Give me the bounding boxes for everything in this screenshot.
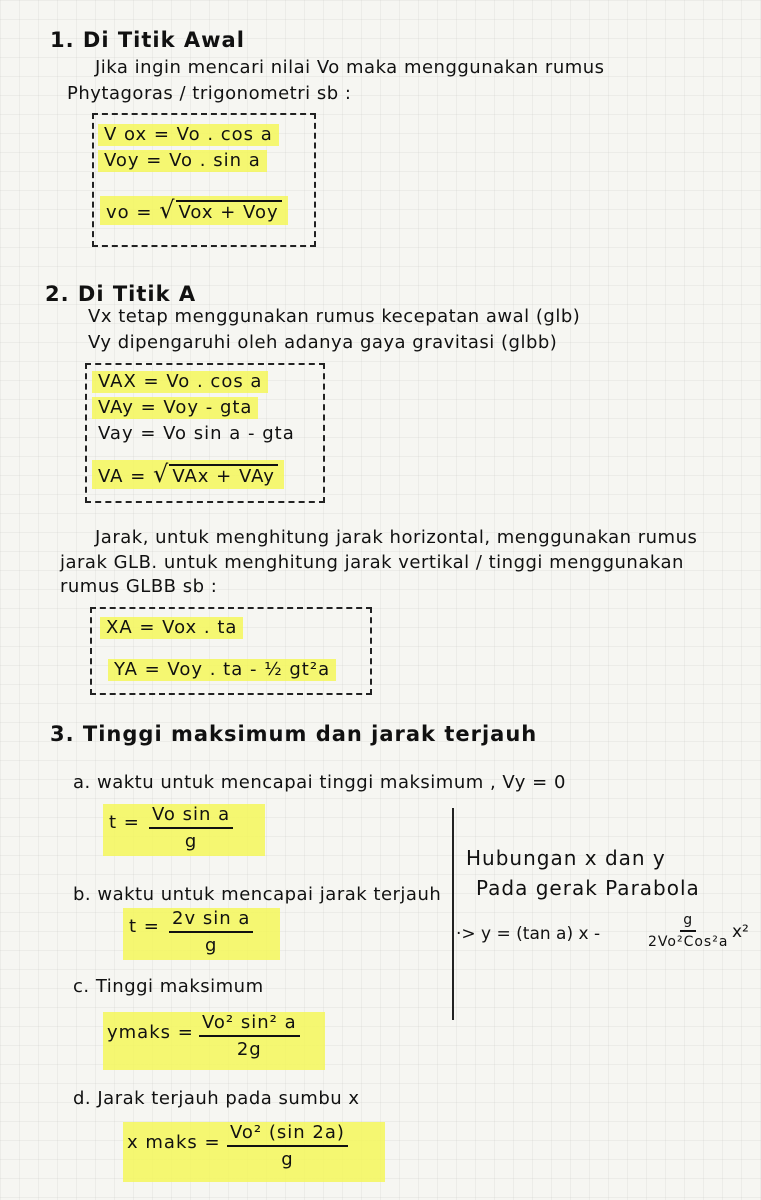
fraction-numerator: Vo sin a [149,804,233,829]
fraction-numerator: g [680,912,696,932]
formula-t-lhs: t = [129,916,160,937]
formula-ya: YA = Voy . ta - ½ gt²a [108,659,336,681]
fraction-denominator: g [281,1148,294,1170]
formula-y-max [103,1012,325,1070]
side-formula-suffix: x² [732,922,749,942]
jarak-text-line-1: Jarak, untuk menghitung jarak horizontal, menggunakan rumus [95,527,698,548]
fraction-numerator: Vo² sin² a [199,1012,300,1037]
section-1-text-line-2: Phytagoras / trigonometri sb : [67,83,352,104]
fraction [227,1122,348,1170]
fraction-denominator: g [204,934,218,956]
formula-ymax-lhs: ymaks = [107,1022,194,1043]
sqrt-symbol: √ [153,460,170,488]
jarak-text-line-3: rumus GLBB sb : [60,576,218,597]
formula-vox: V ox = Vo . cos a [98,124,279,146]
section-2-text-line-1: Vx tetap menggunakan rumus kecepatan awal (glb) [88,306,581,327]
side-formula-prefix: ·> y = (tan a) x - [456,924,601,944]
item-d-label: d. Jarak terjauh pada sumbu x [73,1088,360,1109]
fraction [648,912,728,951]
formula-t-max-height [103,804,265,856]
section-2-text-line-2: Vy dipengaruhi oleh adanya gaya gravitasi (glbb) [88,332,558,353]
formula-x-max [123,1122,385,1182]
formula-vax: VAX = Vo . cos a [92,371,268,393]
fraction [199,1012,300,1060]
formula-voy: Voy = Vo . sin a [98,150,267,172]
item-b-label: b. waktu untuk mencapai jarak terjauh [73,884,442,905]
formula-vo-lhs: vo = [106,202,160,223]
fraction-denominator: g [184,830,198,852]
formula-va-radicand: VAx + VAy [169,464,278,487]
side-note-title-line-1: Hubungan x dan y [466,846,666,870]
section-1-text-line-1: Jika ingin mencari nilai Vo maka menggunakan rumus [95,57,605,78]
formula-va [92,460,284,489]
side-note-formula [456,912,756,966]
fraction [169,908,253,956]
item-a-label: a. waktu untuk mencapai tinggi maksimum , Vy = 0 [73,772,566,793]
fraction [149,804,233,852]
item-c-label: c. Tinggi maksimum [73,976,264,997]
fraction-denominator: 2Vo²Cos²a [648,933,729,950]
formula-t-max-distance [123,908,280,960]
formula-xmax-lhs: x maks = [127,1132,221,1153]
fraction-numerator: 2v sin a [169,908,253,933]
divider-line [452,808,454,1020]
formula-xa: XA = Vox . ta [100,617,243,639]
section-3-heading: 3. Tinggi maksimum dan jarak terjauh [50,722,538,746]
formula-vay: VAy = Voy - gta [92,397,258,419]
formula-va-lhs: VA = [98,466,154,487]
jarak-text-line-2: jarak GLB. untuk menghitung jarak vertikal / tinggi menggunakan [60,552,684,573]
side-note-title-line-2: Pada gerak Parabola [476,876,700,900]
formula-vo-radicand: Vox + Voy [176,200,282,223]
fraction-denominator: 2g [236,1038,262,1060]
fraction-numerator: Vo² (sin 2a) [227,1122,348,1147]
section-1-heading: 1. Di Titik Awal [50,28,245,52]
formula-t-lhs: t = [109,812,140,833]
sqrt-symbol: √ [159,196,176,224]
formula-vay-expanded: Vay = Vo sin a - gta [98,423,295,444]
section-2-heading: 2. Di Titik A [45,282,197,306]
formula-vo [100,196,288,225]
